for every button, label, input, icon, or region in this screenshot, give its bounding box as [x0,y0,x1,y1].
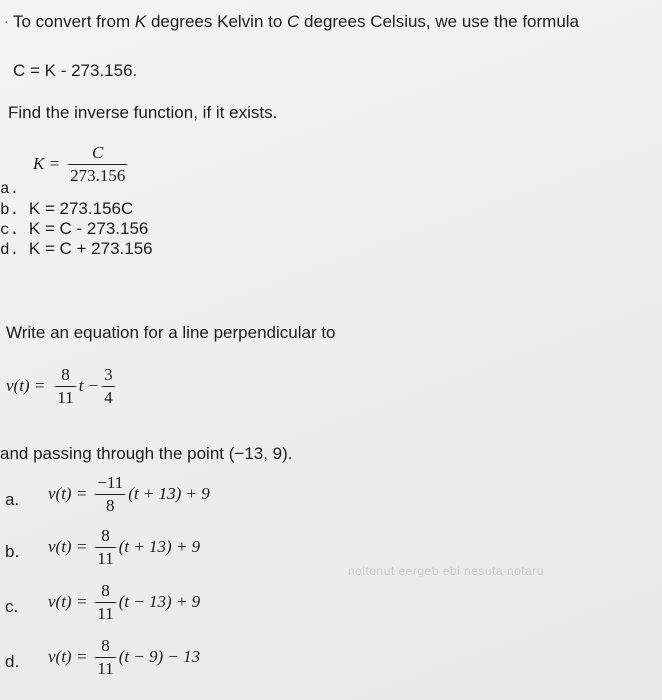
q2-option-b-fraction [95,527,115,568]
q2-option-a-letter[interactable]: a. [5,490,20,509]
q1-option-b[interactable] [0,199,133,219]
q2-option-d-fraction [95,637,115,678]
q2-option-c-den: 11 [97,603,114,623]
q1-option-d[interactable] [0,239,153,259]
q1-option-b-letter: b. [0,201,20,219]
q2-option-d-den: 11 [97,658,114,678]
q2-option-d-num: 8 [101,636,110,655]
q2-option-d-lhs: v(t) = [48,647,88,667]
q2-option-a-num: −11 [97,473,124,492]
q1-option-a-fraction [68,144,127,185]
q1-option-c[interactable] [0,219,148,239]
q2-option-b-num: 8 [101,526,110,545]
q1-option-b-text: K = 273.156C [28,199,134,218]
q2-option-b-lhs: v(t) = [48,537,88,557]
q1-option-a-lhs: K = [33,154,61,174]
q2-option-d-formula [48,637,200,678]
q2-point-text: and passing through the point (−13, 9). [0,444,293,463]
q2-option-b-formula [48,527,200,568]
q1-option-a-denominator: 273.156 [70,165,126,185]
q2-given-den2: 4 [104,387,113,407]
q1-option-a-formula [33,144,130,185]
q1-option-c-letter: c. [0,221,20,239]
q1-option-a-numerator: C [92,143,104,162]
q2-given-fraction-1 [55,366,75,407]
q2-option-a-lhs: v(t) = [48,484,88,504]
q2-given-equation [6,366,118,407]
q2-option-c-fraction [95,582,115,623]
q2-option-d-letter[interactable]: d. [5,652,20,671]
q2-option-b-rest: (t + 13) + 9 [118,537,201,557]
q2-given-num1: 8 [61,365,70,384]
q2-given-mid: t − [78,376,100,396]
q1-option-d-text: K = C + 273.156 [28,239,153,258]
q1-intro: To convert from K degrees Kelvin to C degrees Celsius, we use the formula [13,12,580,31]
q2-option-c-num: 8 [101,581,110,600]
q2-option-a-formula [48,474,210,515]
bullet-mark: . [4,8,9,27]
q2-option-c-letter[interactable]: c. [5,597,19,616]
q2-given-num2: 3 [104,365,113,384]
q2-option-d-rest: (t − 9) − 13 [118,647,201,667]
q2-option-b-den: 11 [97,548,114,568]
q1-formula: C = K - 273.156. [13,61,138,80]
q2-option-a-den: 8 [106,495,115,515]
bleed-through-text: noitonut eergeb ebi nesuta notaru [348,564,544,578]
q2-option-a-rest: (t + 13) + 9 [128,484,210,504]
q1-option-c-text: K = C - 273.156 [28,219,149,238]
q2-given-lhs: v(t) = [6,376,46,396]
q2-prompt: Write an equation for a line perpendicular to [6,323,336,342]
q1-option-a-letter[interactable]: a. [0,180,20,198]
q1-prompt: Find the inverse function, if it exists. [8,103,278,122]
q2-option-a-fraction [95,474,125,515]
q2-option-c-formula [48,582,200,623]
q2-given-den1: 11 [57,387,74,407]
q2-option-c-rest: (t − 13) + 9 [118,592,201,612]
q2-given-fraction-2 [102,366,115,407]
q2-option-c-lhs: v(t) = [48,592,88,612]
q2-option-b-letter[interactable]: b. [5,542,20,561]
q1-option-d-letter: d. [0,241,20,259]
